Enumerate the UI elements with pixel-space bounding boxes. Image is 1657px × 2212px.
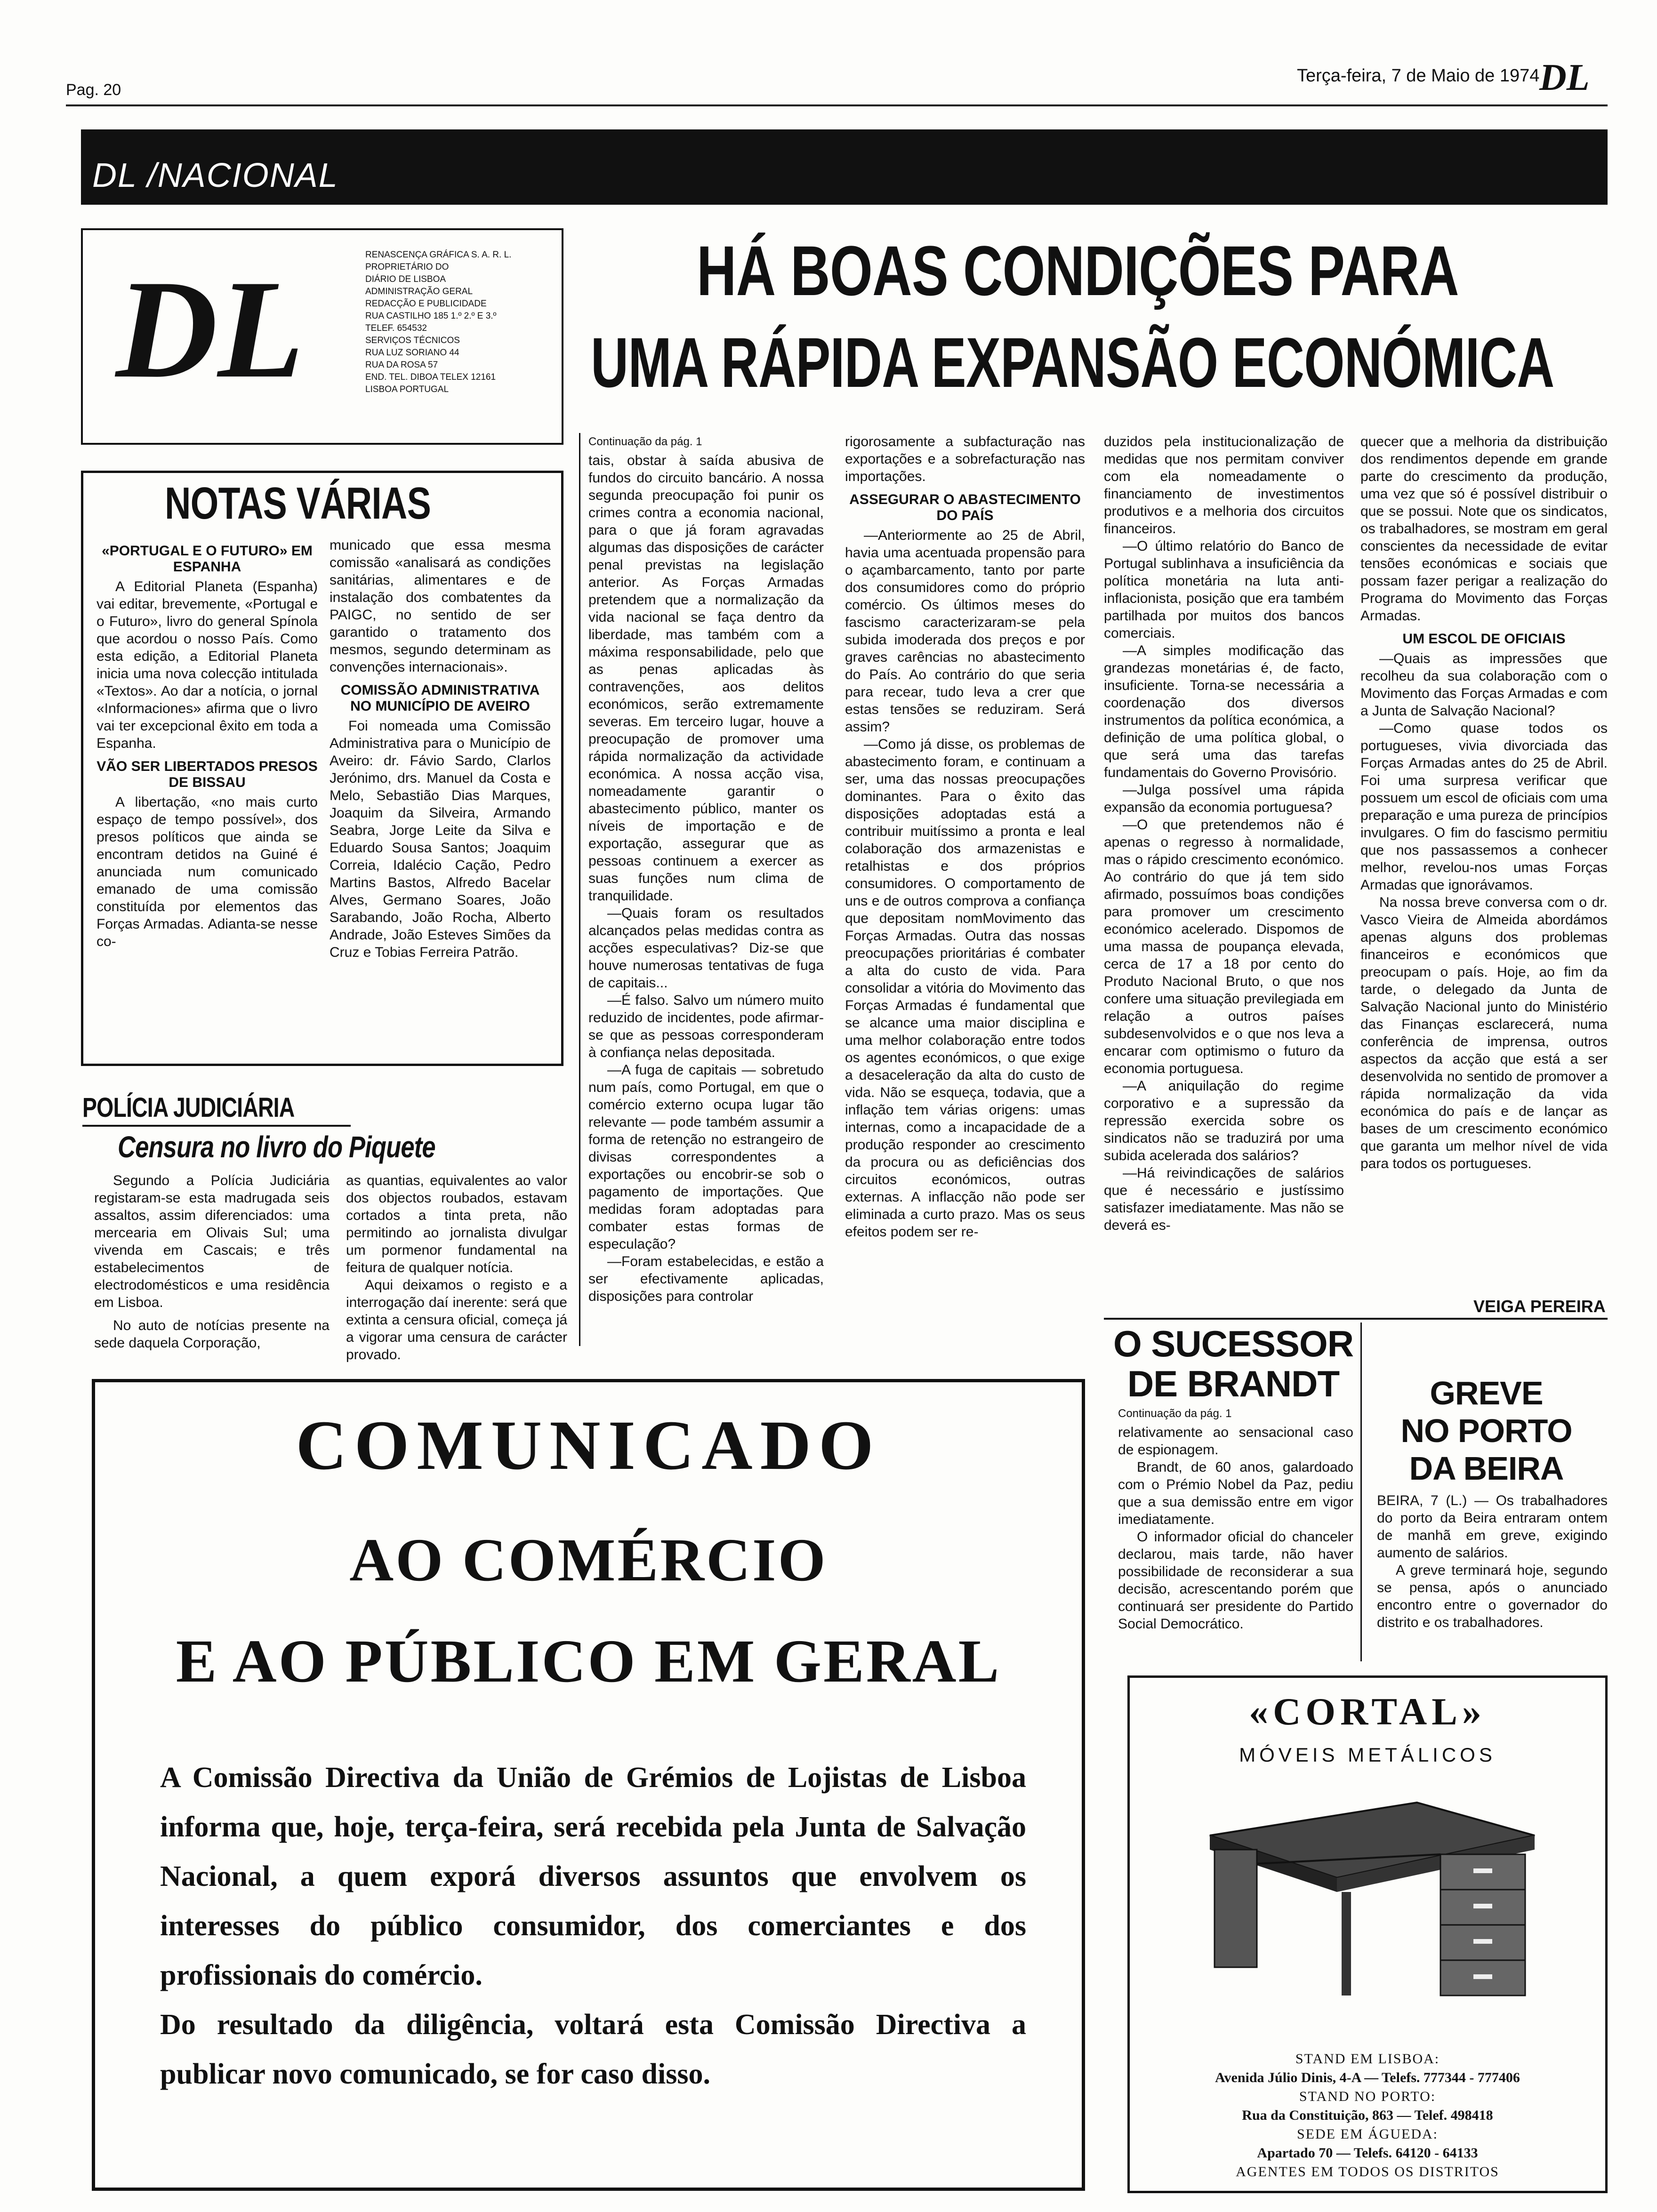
comunicado-body: A Comissão Directiva da União de Grémios de Lojistas de Lisboa informa que, hoje, terça-feira, será recebida pela Junta de Salvação Nacional, a quem exporá diversos assuntos que envolvem os interesses do público consumidor, dos comerciantes e dos profissionais do comércio. Do resultado da diligência, voltará esta Comissão Directiva a publicar novo comunicado, se for caso disso. bbox=[160, 1762, 1026, 2090]
notas-col2: municado que essa mesma comissão «analisará as condições sanitárias, alimentares e de instalação dos combatentes da PAIGC, no sentido de ser garantido o tratamento dos mesmos, segundo determinam as convenções internacionais». COMISSÃO ADMINISTRATIVA NO MUNICÍPIO DE AVEIRO Foi nomeada uma Comissão Administrativa para o Município de Aveiro: dr. Fávio Sardo, Clarlos Jerónimo, drs. Manuel da Costa e Melo, Sebastião Dias Marques, Joaquim da Silveira, Armando Seabra, Jorge Leite da Silva e Eduardo Sousa Santos; Joaquim Correia, Idalécio Cação, Pedro Martins Bastos, Alfredo Bacelar Alves, Germano Soares, João Sarabando, João Rocha, Alberto Andrade, João Esteves Simões da Cruz e Tobias Ferreira Patrão. bbox=[330, 537, 551, 960]
masthead-info: RENASCENÇA GRÁFICA S. A. R. L. PROPRIETÁRIO DO DIÁRIO DE LISBOA ADMINISTRAÇÃO GERAL REDACÇÃO E PUBLICIDADE RUA CASTILHO 185 1.º 2.º E 3.º TELEF. 654532 SERVIÇOS TÉCNICOS RUA LUZ SORIANO 44 RUA DA ROSA 57 END. TEL. DIBOA TELEX 12161 LISBOA PORTUGAL bbox=[365, 250, 512, 394]
policia-rule bbox=[82, 1125, 351, 1127]
masthead-logo: DL bbox=[116, 251, 304, 407]
greve-body: BEIRA, 7 (L.) — Os trabalhadores do porto da Beira entraram ontem de manhã em greve, exigindo aumento de salários. A greve terminará hoje, segundo se pensa, após o anunciado encontro entre o governador do distrito e os trabalhadores. bbox=[1377, 1493, 1608, 1630]
masthead-box bbox=[81, 228, 563, 445]
cortal-addresses: STAND EM LISBOA: Avenida Júlio Dinis, 4-A — Telefs. 777344 - 777406 STAND NO PORTO: Rua da Constituição, 863 — Telef. 498418 SEDE EM ÁGUEDA: Apartado 70 — Telefs. 64120 - 64133 AGENTES EM TODOS OS DISTRITOS bbox=[1215, 2051, 1520, 2180]
comunicado-title: COMUNICADO bbox=[296, 1406, 881, 1484]
cortal-brand: «CORTAL» bbox=[1249, 1690, 1486, 1733]
greve-title3: DA BEIRA bbox=[1409, 1450, 1564, 1487]
headline-line2: UMA RÁPIDA EXPANSÃO ECONÓMICA bbox=[591, 323, 1554, 402]
greve-title1: GREVE bbox=[1430, 1375, 1543, 1411]
notas-col1: «PORTUGAL E O FUTURO» EM ESPANHA A Editorial Planeta (Espanha) vai editar, brevemente, «Portugal e o Futuro», livro do general Spínola que acordou o nosso País. Como esta edição, a Editorial Planeta inicia uma nova colecção intitulada «Textos». Ao dar a notícia, o jornal «Informaciones» afirma que o livro vai ter excepcional êxito em toda a Espanha. VÃO SER LIBERTADOS PRESOS DE BISSAU A libertação, «no mais curto espaço de tempo possível», dos presos políticos que ainda se encontram detidos na Guiné é anunciada num comunicado emanado de uma comissão constituída por elementos das Forças Armadas. Adianta-se nesse co- bbox=[97, 543, 318, 949]
notas-title: NOTAS VÁRIAS bbox=[165, 478, 431, 529]
comunicado-line3: E AO PÚBLICO EM GERAL bbox=[176, 1627, 1001, 1695]
cortal-tagline: MÓVEIS METÁLICOS bbox=[1239, 1744, 1496, 1766]
policia-col1: Segundo a Polícia Judiciária registaram-se esta madrugada seis assaltos, assim diferenciados: uma mercearia em Olivais Sul; uma vivenda em Cascais; e três estabelecimentos de electrodomésticos e uma residência em Lisboa. No auto de notícias presente na sede daquela Corporação, bbox=[94, 1173, 330, 1351]
article-continuation: Continuação da pág. 1 bbox=[588, 435, 702, 448]
greve-title2: NO PORTO bbox=[1400, 1412, 1572, 1449]
article-col4: quecer que a melhoria da distribuição dos rendimentos depende em grande parte do crescimento da produção, uma vez que só é possível distribuir o que se possui. Note que os sindicatos, os trabalhadores, se mostram em geral conscientes da necessidade de evitar tensões económicas e sociais que possam fazer perigar a realização do Programa do Movimento das Forças Armadas. UM ESCOL DE OFICIAIS —Quais as impressões que recolheu da sua colaboração com o Movimento das Forças Armadas e com a Junta de Salvação Nacional? —Como quase todos os portugueses, vivia divorciada das Forças Armadas antes do 25 de Abril. Foi uma surpresa verificar que possuem um escol de oficiais com uma preparação e uma pureza de princípios invulgares. O fim do fascismo permitiu que nos passassemos a conhecer melhor, revelou-nos umas Forças Armadas que ignorávamos. Na nossa breve conversa com o dr. Vasco Vieira de Almeida abordámos apenas alguns dos problemas financeiros e económicos que preocupam o país. Hoje, ao fim da tarde, o delegado da Junta de Salvação Nacional junto do Ministério das Finanças esclarecerá, numa conferência de imprensa, outros aspectos da acção que está a ser desenvolvida no sentido de promover a rápida normalização da vida económica do país e de lançar as bases de um crescimento económico que garanta um melhor nível de vida para todos os portugueses. bbox=[1360, 434, 1608, 1171]
sucessor-side-rule bbox=[1360, 1322, 1362, 1661]
sucessor-title2: DE BRANDT bbox=[1127, 1363, 1340, 1404]
policia-kicker: POLÍCIA JUDICIÁRIA bbox=[82, 1092, 295, 1123]
headline-line1: HÁ BOAS CONDIÇÕES PARA bbox=[697, 231, 1459, 310]
comunicado-line2: AO COMÉRCIO bbox=[349, 1526, 828, 1594]
issue-date: Terça-feira, 7 de Maio de 1974 bbox=[1297, 66, 1540, 86]
desk-illustration bbox=[1196, 1784, 1544, 2010]
article-col3: duzidos pela institucionalização de medidas que nos permitam conviver com ela nomeadamente o financiamento de investimentos produtivos e a melhoria dos circuitos financeiros. —O último relatório do Banco de Portugal sublinhava a insuficiência da política monetária na luta anti-inflacionista, posição que era também partilhada por muitos dos bancos comerciais. —A simples modificação das grandezas monetárias é, de facto, insuficiente. Torna-se necessária a coordenação dos diversos instrumentos da política económica, a definição de uma política global, o que será uma das tarefas fundamentais do Governo Provisório. —Julga possível uma rápida expansão da economia portuguesa? —O que pretendemos não é apenas o regresso à normalidade, mas o rápido crescimento económico. Ao contrário do que já tem sido afirmado, possuímos boas condições para promover um crescimento económico acelerado. Dispomos de uma massa de poupança elevada, cerca de 17 a 18 por cento do Produto Nacional Bruto, o que nos confere uma situação previlegiada em relação a outros países subdesenvolvidos e o que nos leva a encarar com optimismo o futuro da economia portuguesa. —A aniquilação do regime corporativo e a supressão da repressão exercida sobre os sindicatos não se traduzirá por uma subida acelerada dos salários? —Há reivindicações de salários que é necessário e justíssimo satisfazer imediatamente. Mas não se deverá es- bbox=[1104, 434, 1344, 1233]
policia-title: Censura no livro do Piquete bbox=[118, 1130, 435, 1164]
header-logo: DL bbox=[1539, 57, 1590, 98]
article-col2: rigorosamente a subfacturação nas exportações e a sobrefacturação nas importações. ASSEGURAR O ABASTECIMENTO DO PAÍS —Anteriormente ao 25 de Abril, havia uma acentuada propensão para o açambarcamento, tanto por parte dos consumidores como do próprio comércio. Os últimos meses do fascismo caracterizaram-se pela subida imoderada dos preços e por graves carências no abastecimento do País. Ao contrário do que seria para recear, tudo leva a crer que estas tensões se reduziram. Será assim? —Como já disse, os problemas de abastecimento foram, e continuam a ser, uma das nossas preocupações dominantes. Para o êxito das disposições adoptadas está a contribuir muitíssimo a pronta e leal colaboração dos armazenistas e retalhistas e dos próprios consumidores. O comportamento de uns e de outros comprova a confiança que depositam nomMovimento das Forças Armadas. Outra das nossas preocupações prioritárias é combater a alta do custo de vida. Para consolidar a vitória do Movimento das Forças Armadas é fundamental que se alcance uma maior disciplina e uma melhor colaboração entre todos os agentes económicos, o que exige a desaceleração da alta do custo de vida. Não se esqueça, todavia, que a inflação tem várias origens: umas internas, como a incapacidade de a produção responder ao crescimento da procura ou as deficiências dos circuitos económicos, outras externas. A inflacção não pode ser eliminada a curto prazo. Mas os seus efeitos podem ser re- bbox=[845, 434, 1085, 1240]
page-number: Pag. 20 bbox=[66, 81, 121, 99]
article-col1: tais, obstar à saída abusiva de fundos do circuito bancário. A nossa segunda preocupação foi punir os crimes contra a economia nacional, para o que já foram agravadas algumas das disposições de carácter penal previstas na legislação anterior. As Forças Armadas pretendem que a normalização da vida nacional se faça dentro da liberdade, mas também com a máxima responsabilidade, pelo que as penas aplicadas às contravenções, aos delitos económicos, serão extremamente severas. Em terceiro lugar, houve a preocupação de promover uma rápida normalização da actividade económica. A nossa acção visa, nomeadamente garantir o abastecimento público, manter os níveis de importação e de exportação, assegurar que as pessoas continuem a exercer as suas funções num clima de tranquilidade. —Quais foram os resultados alcançados pelas medidas contra as acções especulativas? Diz-se que houve numerosas tentativas de fuga de capitais... —É falso. Salvo um número muito reduzido de incidentes, pode afirmar-se que as pessoas corresponderam à confiança nelas depositada. —A fuga de capitais — sobretudo num país, como Portugal, em que o comércio externo ocupa lugar tão relevante — pode também assumir a forma de retenção no estrangeiro de divisas correspondentes a exportações ou encobrir-se sob o pagamento de importações. Que medidas foram adoptadas para combater estas formas de especulação? —Foram estabelecidas, e estão a ser efectivamente aplicadas, disposições para controlar bbox=[588, 453, 824, 1304]
header-rule bbox=[66, 104, 1608, 106]
sucessor-top-rule bbox=[1104, 1318, 1608, 1320]
policia-col2: as quantias, equivalentes ao valor dos objectos roubados, estavam cortados a tinta preta, não permitindo ao jornalista divulgar um pormenor fundamental na feitura de qualquer notícia. Aqui deixamos o registo e a interrogação daí inerente: será que extinta a censura oficial, começa já a vigorar uma censura de carácter provado. bbox=[346, 1173, 567, 1362]
col-divider bbox=[579, 433, 580, 1346]
sucessor-body: relativamente ao sensacional caso de espionagem. Brandt, de 60 anos, galardoado com o Prémio Nobel da Paz, pediu que a sua demissão entre em vigor imediatamente. O informador oficial do chanceler declarou, mais tarde, não haver possibilidade de reconsiderar a sua decisão, acrescentando porém que continuará ser presidente do Partido Social Democrático. bbox=[1118, 1425, 1353, 1632]
section-title: DL /NACIONAL bbox=[92, 157, 338, 194]
sucessor-continuation: Continuação da pág. 1 bbox=[1118, 1407, 1232, 1420]
sucessor-title1: O SUCESSOR bbox=[1113, 1323, 1354, 1364]
byline: VEIGA PEREIRA bbox=[1473, 1297, 1606, 1316]
